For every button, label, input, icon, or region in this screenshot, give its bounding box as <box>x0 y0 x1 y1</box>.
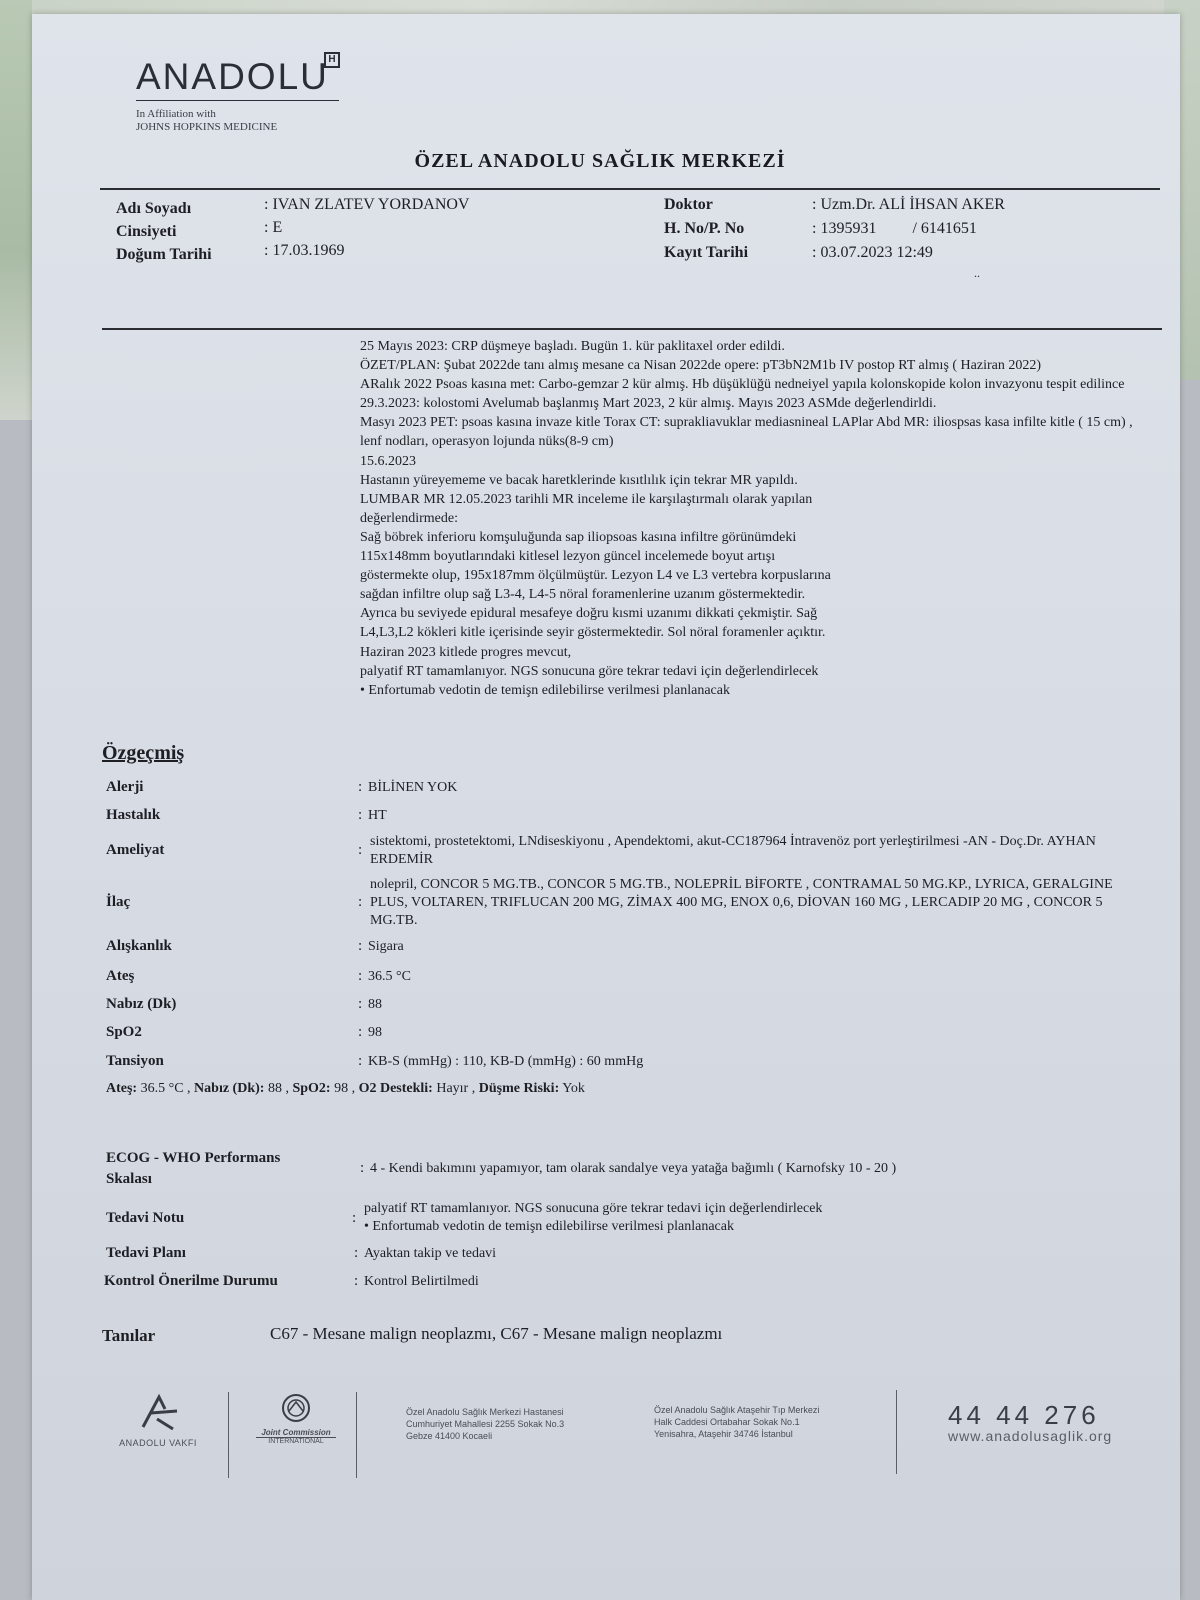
row-value: Ayaktan takip ve tedavi <box>364 1246 497 1261</box>
note-line: 115x148mm boyutlarındaki kitlesel lezyon güncel incelemede boyut artışı <box>360 549 776 565</box>
vitals-dusme-label: Düşme Riski: <box>478 1081 560 1096</box>
row-label: Alışkanlık <box>106 938 172 954</box>
note-line: LUMBAR MR 12.05.2023 tarihli MR inceleme ile karşılaştırmalı olarak yapılan <box>360 491 813 507</box>
tedavi-notu-1: palyatif RT tamamlanıyor. NGS sonucuna göre tekrar tedavi için değerlendirlecek <box>364 1201 823 1216</box>
row-label: Alerji <box>106 779 144 795</box>
hospital-address <box>406 1406 564 1442</box>
row-colon: : <box>354 1245 359 1261</box>
note-line: sağdan infiltre olup sağ L3-4, L4-5 nöral foramenlerine uzanım göstermektedir. <box>360 587 806 603</box>
center-address <box>654 1404 819 1440</box>
row-value <box>364 1200 1144 1236</box>
name-label: Adı Soyadı <box>116 200 192 217</box>
website: www.anadolusaglik.org <box>948 1428 1113 1444</box>
center-line-1: Özel Anadolu Sağlık Ataşehir Tıp Merkezi <box>654 1405 820 1415</box>
footer-divider <box>896 1390 897 1474</box>
note-line: değerlendirmede: <box>360 510 458 526</box>
phone-number: 44 44 276 <box>948 1400 1100 1430</box>
header-rule-bottom <box>102 328 1162 330</box>
diagnosis-value: C67 - Mesane malign neoplazmı, C67 - Mesane malign neoplazmı <box>270 1324 723 1343</box>
note-line: ARalık 2022 Psoas kasına met: Carbo-gemzar 2 kür almış. Hb düşüklüğü nedneiyel yapıla kolonskopide kolon invazyonu tespit edilince 29.3.2023: kolostomi Avelumab başlanmış Mart 2023, 2 kür almış. Mayıs 2023 ASMde değerlendirldi. <box>360 377 1125 412</box>
vitals-spo2-label: SpO2: <box>292 1081 331 1096</box>
note-line: Masyı 2023 PET: psoas kasına invaze kitle Torax CT: suprakliavuklar mediasnineal LAPlar Abd MR: iliospsas kasa infilte kitle ( 15 cm) , lenf nodları, operasyon lojunda nüks(8-9 cm) <box>360 415 1133 450</box>
ecog-label-1: ECOG - WHO Performans <box>106 1150 281 1166</box>
vitals-dusme: Yok <box>559 1081 585 1096</box>
vitals-nabiz: 88 , <box>264 1081 293 1096</box>
row-colon: : <box>358 807 363 823</box>
row-colon: : <box>358 1053 363 1069</box>
row-value: Sigara <box>368 939 404 954</box>
row-label: Ameliyat <box>106 842 165 858</box>
row-colon: : <box>358 996 363 1012</box>
logo-divider <box>136 100 339 101</box>
sex-label: Cinsiyeti <box>116 223 177 240</box>
affiliation-text <box>136 108 277 134</box>
sex-value: : E <box>264 219 283 236</box>
header-rule-top <box>100 188 1160 190</box>
note-line: 25 Mayıs 2023: CRP düşmeye başladı. Bugün 1. kür paklitaxel order edildi. <box>360 339 785 354</box>
brand-logo: ANADOLU <box>136 56 329 97</box>
vitals-o2: Hayır , <box>432 1081 479 1096</box>
note-line: Hastanın yüreyememe ve bacak haretklerinde kısıtlılık için tekrar MR yapıldı. <box>360 472 798 488</box>
row-label: Ateş <box>106 968 135 984</box>
hospital-line-1: Özel Anadolu Sağlık Merkezi Hastanesi <box>406 1407 564 1417</box>
vakfi-icon <box>133 1393 183 1433</box>
row-label: Tedavi Notu <box>106 1210 185 1226</box>
row-label: Kontrol Önerilme Durumu <box>104 1273 278 1289</box>
footer-divider <box>228 1392 229 1478</box>
affiliation-line-2: JOHNS HOPKINS MEDICINE <box>136 121 278 133</box>
row-value: sistektomi, prostetektomi, LNdiseskiyonu , Apendektomi, akut-CC187964 İntravenöz port yerleştirilmesi -AN - Doç.Dr. AYHAN ERDEMİR <box>370 834 1096 867</box>
note-line: 15.6.2023 <box>360 453 416 469</box>
dob-label: Doğum Tarihi <box>116 246 212 263</box>
reg-label: Kayıt Tarihi <box>664 244 749 261</box>
center-line-3: Yenisahra, Ataşehir 34746 İstanbul <box>654 1429 793 1439</box>
vitals-nabiz-label: Nabız (Dk): <box>194 1081 265 1096</box>
row-label: Tedavi Planı <box>106 1245 186 1261</box>
vakfi-text: ANADOLU VAKFI <box>119 1438 197 1448</box>
vitals-ates-label: Ateş: <box>106 1081 138 1096</box>
note-line: • Enfortumab vedotin de temişn edilebilirse verilmesi planlanacak <box>360 682 730 698</box>
background-left <box>0 0 32 420</box>
dob-value: : 17.03.1969 <box>264 242 345 259</box>
hospital-line-3: Gebze 41400 Kocaeli <box>406 1431 493 1441</box>
footer-divider <box>356 1392 357 1478</box>
row-label <box>106 1148 280 1190</box>
row-label: Tansiyon <box>106 1053 164 1069</box>
dots: .. <box>974 266 980 280</box>
row-value: KB-S (mmHg) : 110, KB-D (mmHg) : 60 mmHg <box>368 1054 644 1069</box>
ecog-label-2: Skalası <box>106 1171 152 1187</box>
diagnosis-label: Tanılar <box>102 1326 156 1345</box>
note-line: L4,L3,L2 kökleri kitle içerisinde seyir göstermektedir. Sol nöral foramenler açıktır. <box>360 625 826 641</box>
center-line-2: Halk Caddesi Ortabahar Sokak No.1 <box>654 1417 800 1427</box>
hospital-line-2: Cumhuriyet Mahallesi 2255 Sokak No.3 <box>406 1419 565 1429</box>
row-colon: : <box>358 842 363 858</box>
doctor-value: : Uzm.Dr. ALİ İHSAN AKER <box>812 196 1005 213</box>
clinical-notes <box>360 337 1140 700</box>
row-value: 98 <box>368 1025 382 1040</box>
row-colon: : <box>358 968 363 984</box>
row-colon: : <box>352 1210 357 1226</box>
note-line: palyatif RT tamamlanıyor. NGS sonucuna göre tekrar tedavi için değerlendirlecek <box>360 663 819 679</box>
row-colon: : <box>354 1273 359 1289</box>
vitals-spo2: 98 , <box>330 1081 359 1096</box>
row-colon: : <box>360 1160 365 1176</box>
document-title: ÖZEL ANADOLU SAĞLIK MERKEZİ <box>414 150 786 172</box>
vitals-summary <box>106 1081 585 1097</box>
note-line: ÖZET/PLAN: Şubat 2022de tanı almış mesane ca Nisan 2022de opere: pT3bN2M1b IV postop RT almış ( Haziran 2022) <box>360 358 1042 374</box>
row-value: HT <box>368 808 387 823</box>
row-colon: : <box>358 1024 363 1040</box>
row-label: SpO2 <box>106 1024 142 1040</box>
row-label: Nabız (Dk) <box>106 996 177 1012</box>
affiliation-line-1: In Affiliation with <box>136 108 216 120</box>
row-label: Hastalık <box>106 807 161 823</box>
vakfi-logo <box>118 1393 198 1448</box>
row-colon: : <box>358 894 363 910</box>
jci-text-2: INTERNATIONAL <box>256 1437 336 1445</box>
hno-value: : 1395931 / 6141651 <box>812 220 977 237</box>
jci-seal-icon <box>278 1393 314 1423</box>
reg-value: : 03.07.2023 12:49 <box>812 244 933 261</box>
history-title: Özgeçmiş <box>102 742 185 764</box>
row-value: nolepril, CONCOR 5 MG.TB., CONCOR 5 MG.TB., NOLEPRİL BİFORTE , CONTRAMAL 50 MG.KP., LYRICA, GERALGINE PLUS, VOLTAREN, TRIFLUCAN 200 MG, ZİMAX 400 MG, ENOX 0,6, DİOVAN 160 MG , LERCADIP 20 MG , CONCOR 5 MG.TB. <box>370 877 1113 928</box>
row-colon: : <box>358 779 363 795</box>
row-value: BİLİNEN YOK <box>368 780 458 795</box>
row-value: 4 - Kendi bakımını yapamıyor, tam olarak sandalye veya yatağa bağımlı ( Karnofsky 10 - 20 ) <box>370 1161 897 1176</box>
row-value: Kontrol Belirtilmedi <box>364 1274 479 1289</box>
row-label: İlaç <box>106 894 131 910</box>
vitals-ates: 36.5 °C , <box>137 1081 195 1096</box>
row-colon: : <box>358 938 363 954</box>
row-value: 36.5 °C <box>368 969 411 984</box>
jci-text-1: Joint Commission <box>261 1428 331 1437</box>
jci-logo <box>256 1393 336 1445</box>
doctor-label: Doktor <box>664 196 713 213</box>
vitals-o2-label: O2 Destekli: <box>358 1081 433 1096</box>
note-line: Ayrıca bu seviyede epidural mesafeye doğru kısmi uzanımı dikkati çekmiştir. Sağ <box>360 606 818 622</box>
note-line: Haziran 2023 kitlede progres mevcut, <box>360 644 572 660</box>
row-value: 88 <box>368 997 382 1012</box>
hno-label: H. No/P. No <box>664 220 745 237</box>
name-value: : IVAN ZLATEV YORDANOV <box>264 196 470 213</box>
tedavi-notu-2: • Enfortumab vedotin de temişn edilebilirse verilmesi planlanacak <box>364 1219 734 1234</box>
brand-mark: H <box>324 52 340 68</box>
note-line: Sağ böbrek inferioru komşuluğunda sap iliopsoas kasına infiltre görünümdeki <box>360 529 797 545</box>
note-line: göstermekte olup, 195x187mm ölçülmüştür. Lezyon L4 ve L3 vertebra korpuslarına <box>360 568 831 584</box>
